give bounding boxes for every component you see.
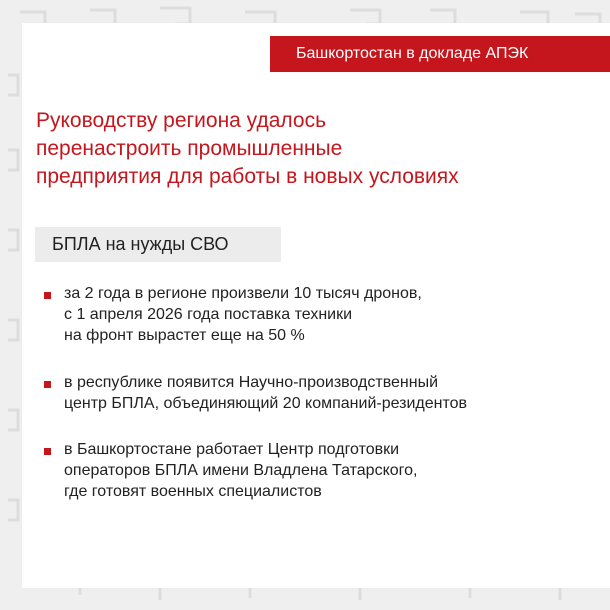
list-item <box>44 372 584 414</box>
list-item <box>44 283 584 346</box>
headline-line-2: перенастроить промышленные <box>36 137 343 160</box>
list-item-line: на фронт вырастет еще на 50 % <box>64 327 305 344</box>
list-item <box>44 439 584 502</box>
report-tag: Башкортостан в докладе АПЭК <box>270 36 610 72</box>
headline-line-3: предприятия для работы в новых условиях <box>36 165 459 188</box>
fact-list <box>44 283 584 528</box>
list-item-line: где готовят военных специалистов <box>64 483 322 500</box>
list-item-line: с 1 апреля 2026 года поставка техники <box>64 306 353 323</box>
list-item-line: операторов БПЛА имени Владлена Татарского, <box>64 462 418 479</box>
list-item-line: в республике появится Научно-производственный <box>64 374 439 391</box>
list-item-line: центр БПЛА, объединяющий 20 компаний-резидентов <box>64 395 468 412</box>
headline-line-1: Руководству региона удалось <box>36 109 327 132</box>
section-title: БПЛА на нужды СВО <box>35 227 281 262</box>
headline <box>36 107 576 191</box>
bullet-square-icon <box>44 381 51 388</box>
bullet-square-icon <box>44 448 51 455</box>
bullet-square-icon <box>44 292 51 299</box>
list-item-line: за 2 года в регионе произвели 10 тысяч дронов, <box>64 285 422 302</box>
list-item-line: в Башкортостане работает Центр подготовки <box>64 441 400 458</box>
